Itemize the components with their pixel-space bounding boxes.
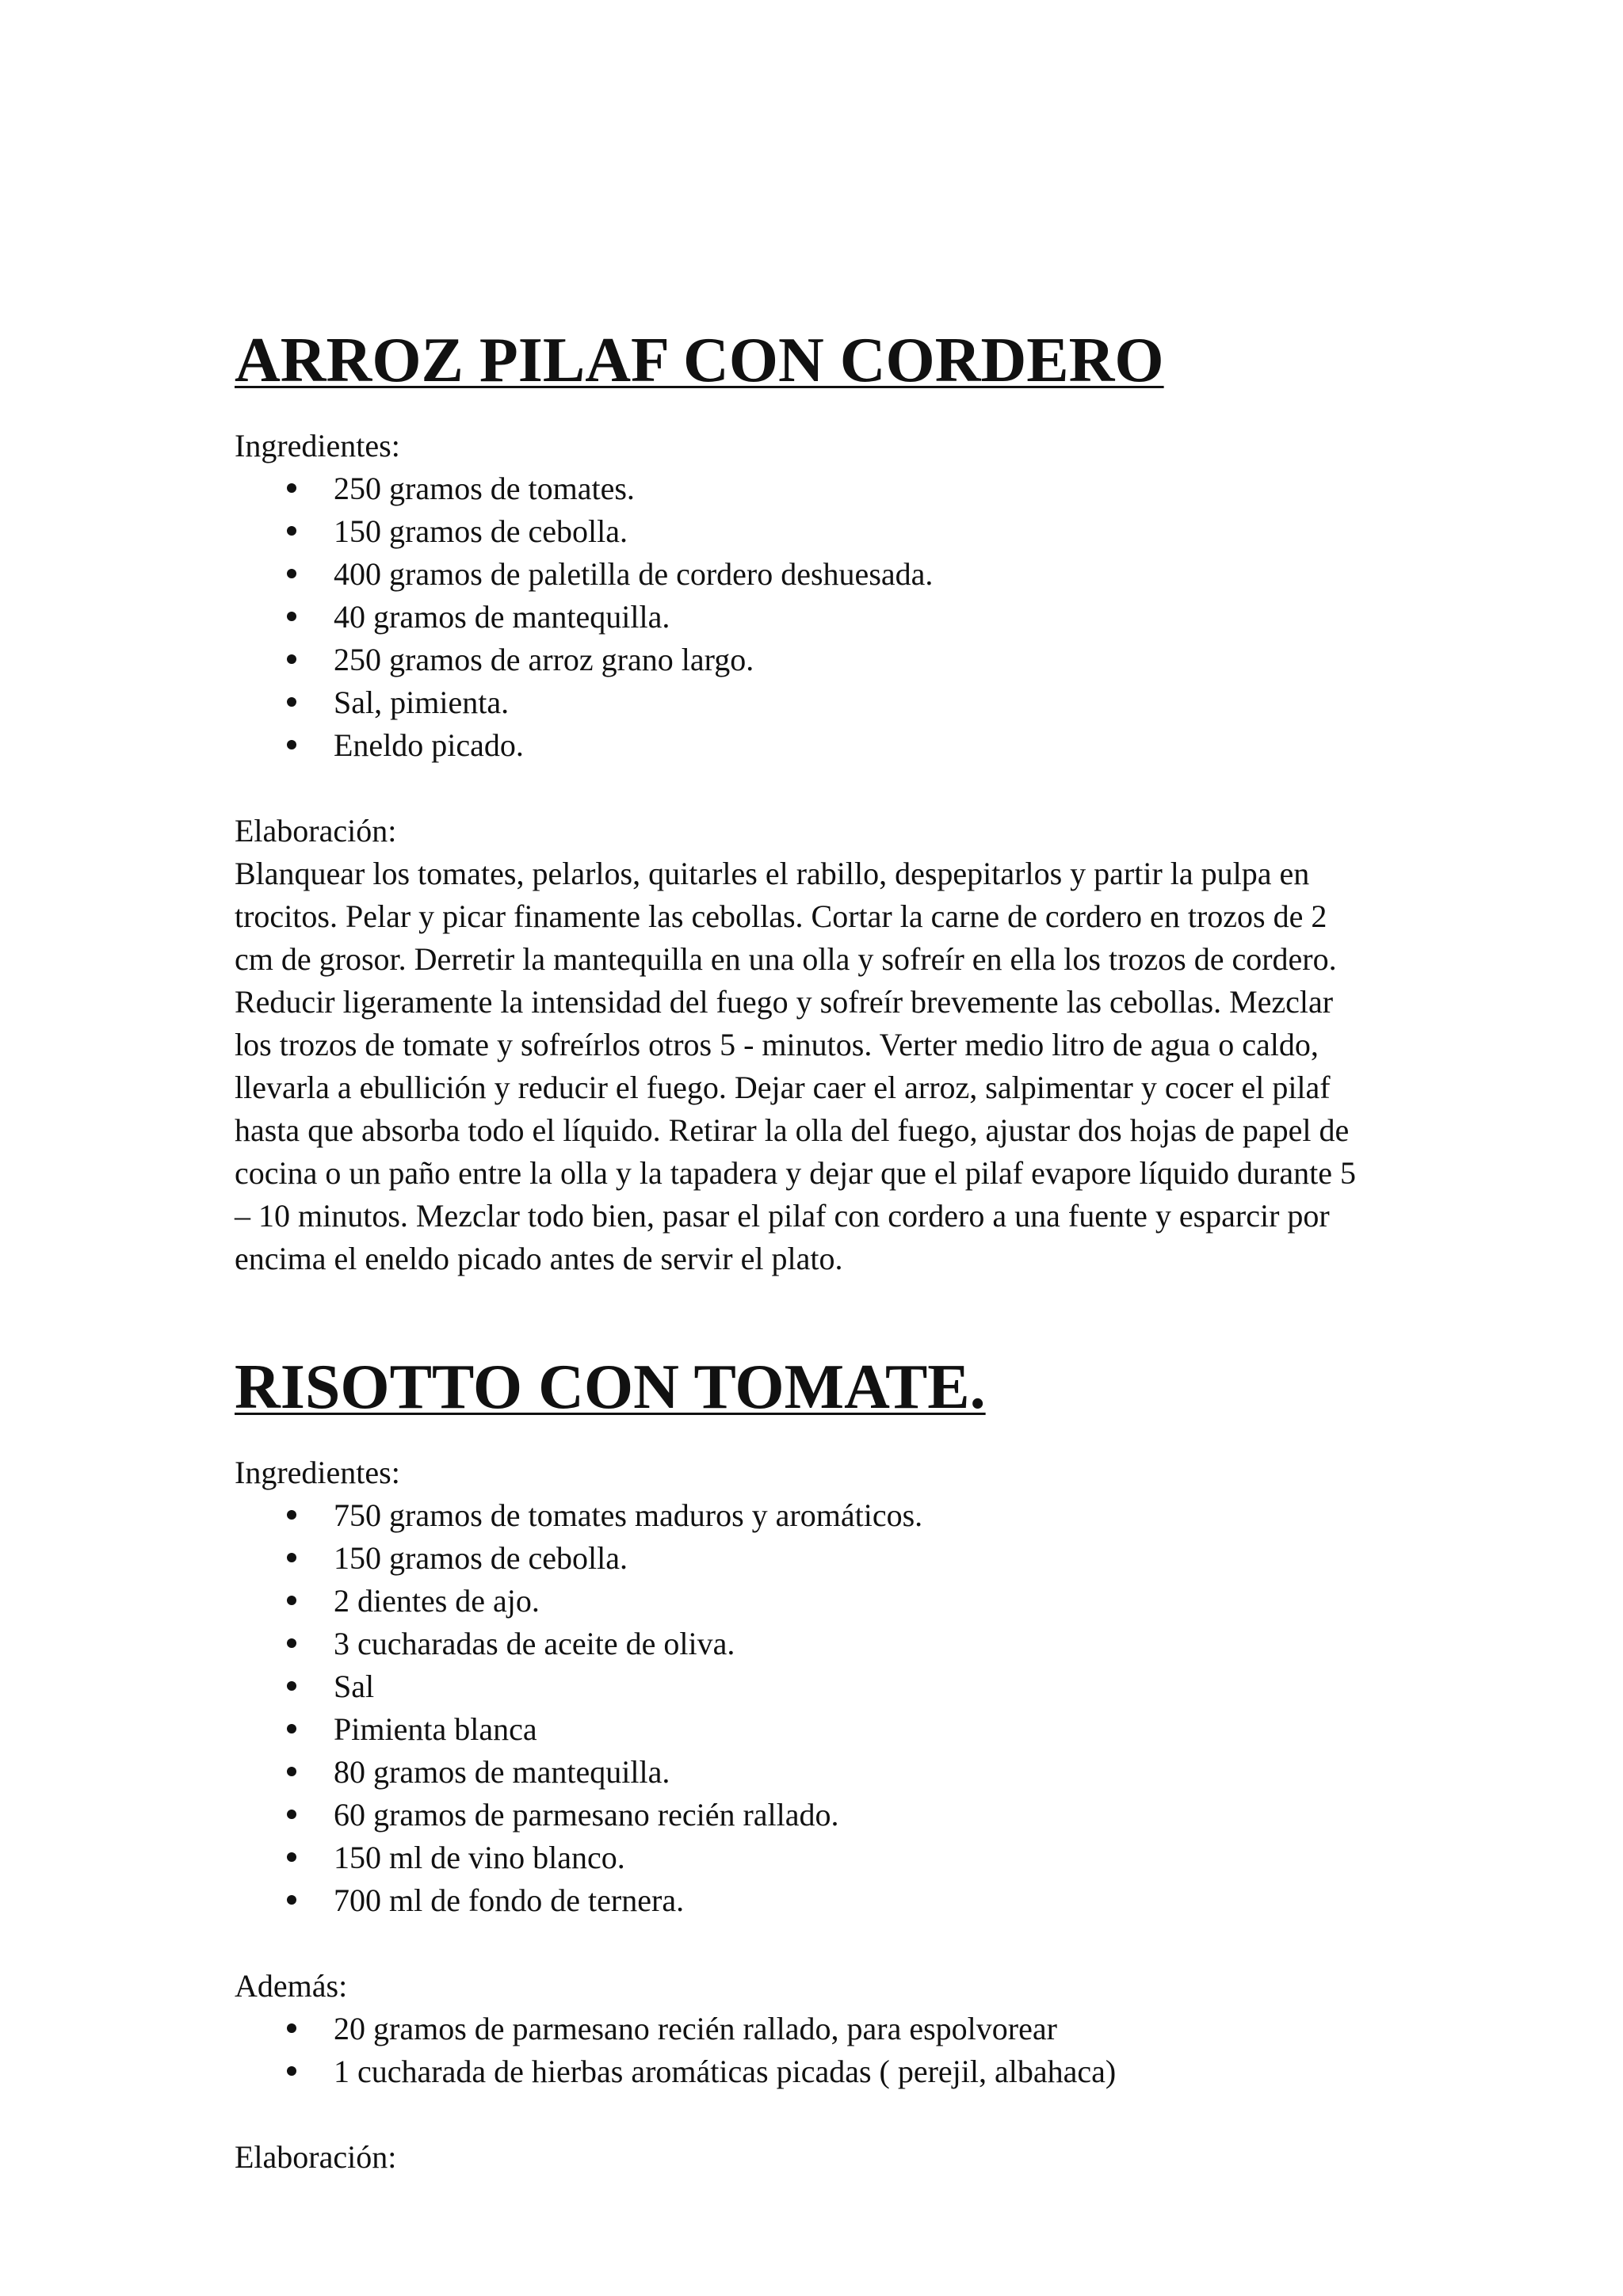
text-line: Blanquear los tomates, pelarlos, quitarles el rabillo, despepitarlos y partir la pulpa en (235, 856, 1310, 891)
bullet-icon (287, 1553, 296, 1562)
text-line: trocitos. Pelar y picar finamente las cebollas. Cortar la carne de cordero en trozos de 2 (235, 898, 1327, 934)
bullet-icon (287, 526, 296, 536)
list-item: 250 gramos de arroz grano largo. (235, 639, 1423, 681)
list-item: 250 gramos de tomates. (235, 467, 1423, 510)
list-item: 400 gramos de paletilla de cordero deshuesada. (235, 553, 1423, 596)
bullet-icon (287, 1724, 296, 1733)
bullet-icon (287, 1810, 296, 1819)
ingredients-list (235, 467, 1423, 767)
recipe-title: RISOTTO CON TOMATE. (235, 1352, 986, 1422)
list-item: Eneldo picado. (235, 724, 1423, 767)
list-item: 20 gramos de parmesano recién rallado, para espolvorear (235, 2008, 1423, 2050)
text-line: cocina o un paño entre la olla y la tapadera y dejar que el pilaf evapore líquido durante 5 (235, 1155, 1356, 1191)
list-item: 150 gramos de cebolla. (235, 1537, 1423, 1580)
elaboracion-text (235, 852, 1423, 1280)
ademas-list (235, 2008, 1423, 2093)
bullet-icon (287, 1596, 296, 1605)
elaboracion-label: Elaboración: (235, 2139, 397, 2175)
list-item: 80 gramos de mantequilla. (235, 1751, 1423, 1794)
bullet-icon (287, 697, 296, 707)
text-line: Reducir ligeramente la intensidad del fuego y sofreír brevemente las cebollas. Mezclar (235, 984, 1334, 1020)
bullet-icon (287, 1895, 296, 1905)
list-item: 700 ml de fondo de ternera. (235, 1879, 1423, 1922)
bullet-icon (287, 569, 296, 578)
list-item: 2 dientes de ajo. (235, 1580, 1423, 1623)
bullet-icon (287, 483, 296, 493)
list-item: Sal (235, 1665, 1423, 1708)
ingredients-label: Ingredientes: (235, 428, 400, 463)
list-item: 1 cucharada de hierbas aromáticas picadas ( perejil, albahaca) (235, 2050, 1423, 2093)
ingredients-list (235, 1494, 1423, 1922)
list-item: 3 cucharadas de aceite de oliva. (235, 1623, 1423, 1665)
text-line: llevarla a ebullición y reducir el fuego. Dejar caer el arroz, salpimentar y cocer el pilaf (235, 1070, 1331, 1105)
list-item: 40 gramos de mantequilla. (235, 596, 1423, 639)
list-item: 150 gramos de cebolla. (235, 510, 1423, 553)
recipe-title: ARROZ PILAF CON CORDERO (235, 326, 1164, 395)
list-item: 60 gramos de parmesano recién rallado. (235, 1794, 1423, 1836)
bullet-icon (287, 1852, 296, 1862)
ademas-label: Además: (235, 1968, 348, 2004)
document-content (235, 326, 1423, 2179)
elaboracion-label: Elaboración: (235, 813, 397, 849)
recipe-arroz-pilaf (235, 326, 1423, 1280)
bullet-icon (287, 1767, 296, 1776)
ingredients-label: Ingredientes: (235, 1455, 400, 1490)
list-item: 750 gramos de tomates maduros y aromáticos. (235, 1494, 1423, 1537)
bullet-icon (287, 654, 296, 664)
recipe-risotto (235, 1352, 1423, 2179)
text-line: encima el eneldo picado antes de servir el plato. (235, 1241, 843, 1276)
bullet-icon (287, 2023, 296, 2033)
bullet-icon (287, 2066, 296, 2076)
list-item: Pimienta blanca (235, 1708, 1423, 1751)
bullet-icon (287, 1510, 296, 1520)
bullet-icon (287, 1638, 296, 1648)
text-line: hasta que absorba todo el líquido. Retirar la olla del fuego, ajustar dos hojas de papel de (235, 1112, 1350, 1148)
list-item: 150 ml de vino blanco. (235, 1836, 1423, 1879)
bullet-icon (287, 1681, 296, 1691)
bullet-icon (287, 740, 296, 749)
text-line: – 10 minutos. Mezclar todo bien, pasar el pilaf con cordero a una fuente y esparcir por (235, 1198, 1330, 1234)
text-line: los trozos de tomate y sofreírlos otros 5 - minutos. Verter medio litro de agua o caldo, (235, 1027, 1319, 1062)
bullet-icon (287, 612, 296, 621)
text-line: cm de grosor. Derretir la mantequilla en una olla y sofreír en ella los trozos de cordero. (235, 941, 1337, 977)
list-item: Sal, pimienta. (235, 681, 1423, 724)
